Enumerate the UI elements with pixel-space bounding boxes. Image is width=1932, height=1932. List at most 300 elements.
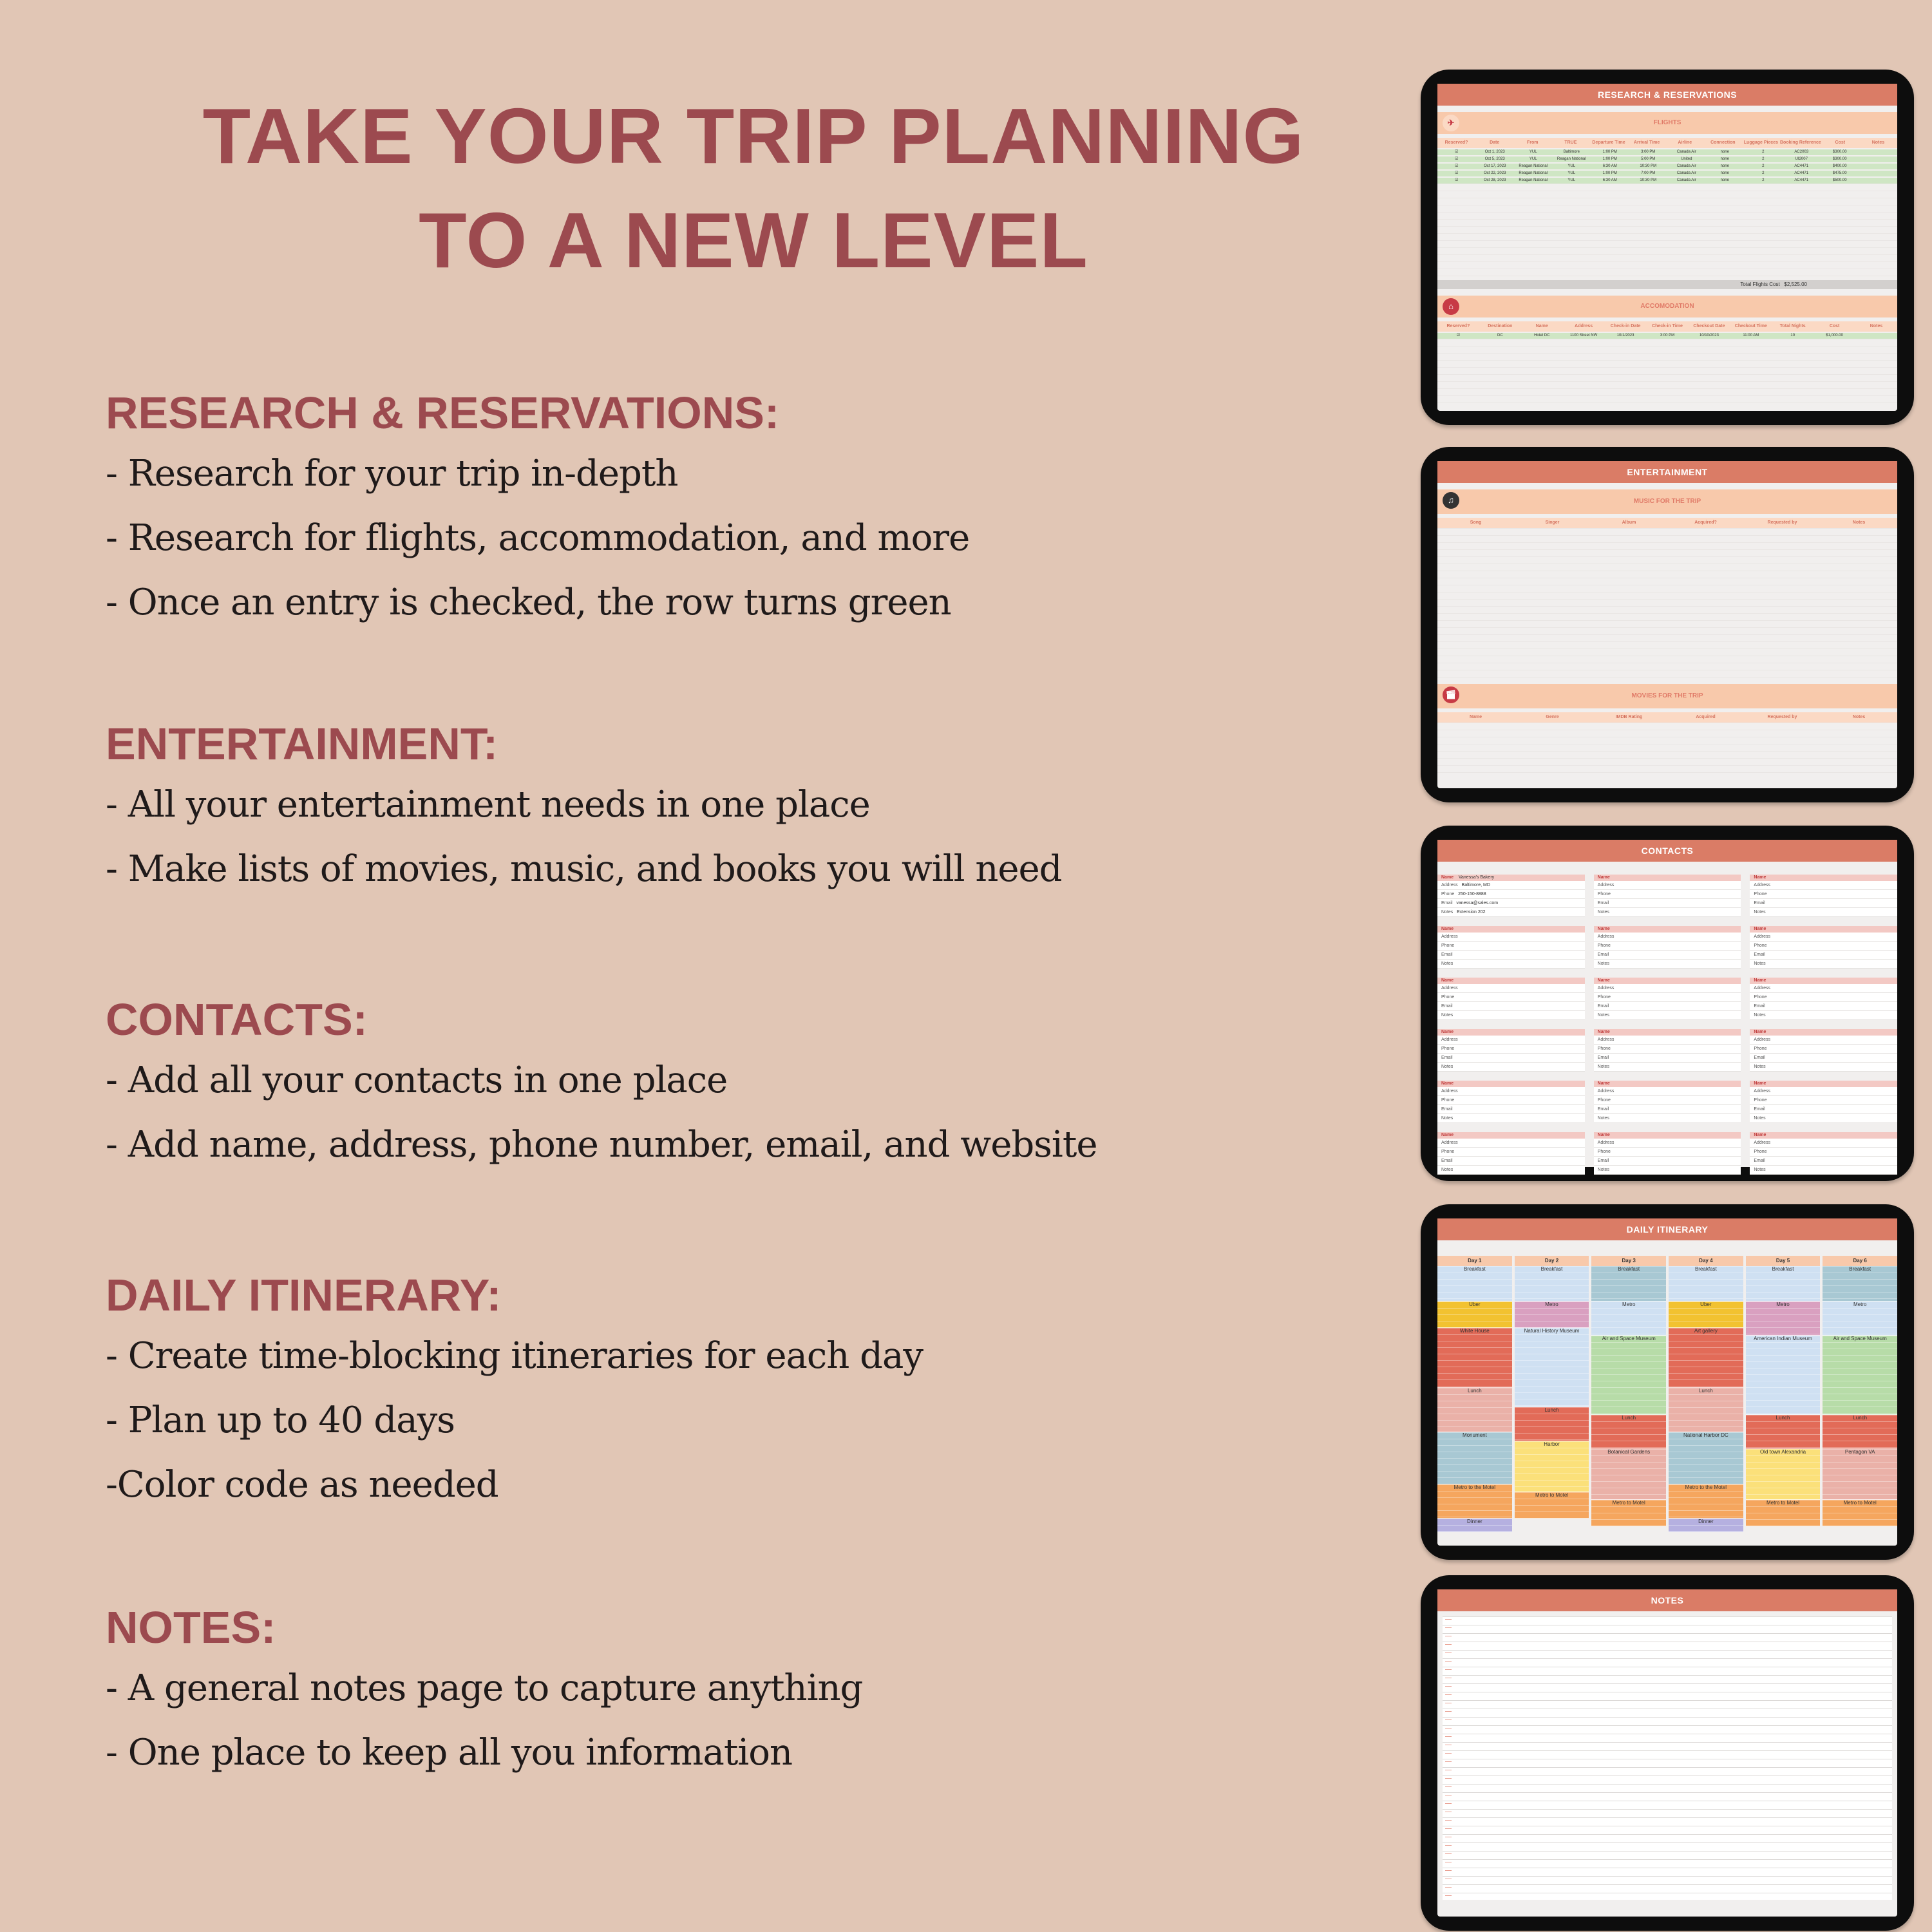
sheet-title: ENTERTAINMENT	[1437, 461, 1897, 483]
field-label: Phone	[1754, 892, 1767, 896]
contact-field[interactable]	[1750, 881, 1897, 890]
col-header: Date	[1490, 140, 1500, 145]
cell	[1855, 333, 1897, 339]
contact-card[interactable]	[1750, 1081, 1897, 1123]
contact-field[interactable]	[1594, 1036, 1741, 1045]
cell: Baltimore	[1563, 150, 1580, 154]
field-label: Email	[1441, 952, 1453, 957]
name-label: Name	[1754, 927, 1766, 931]
contact-field[interactable]	[1750, 1096, 1897, 1105]
day-header: Day 2	[1515, 1256, 1589, 1266]
name-label: Name	[1754, 1081, 1766, 1086]
music-column-header	[1437, 518, 1897, 528]
flight-row[interactable]	[1437, 164, 1897, 169]
total-value: $2,525.00	[1784, 281, 1807, 287]
name-label: Name	[1441, 1030, 1454, 1034]
contact-field[interactable]	[1750, 1002, 1897, 1011]
cell: UI2007	[1795, 157, 1808, 161]
contact-field[interactable]	[1594, 908, 1741, 917]
contact-field[interactable]	[1750, 1166, 1897, 1175]
field-label: Notes	[1441, 1013, 1454, 1018]
field-label: Phone	[1754, 1150, 1767, 1154]
contact-field[interactable]	[1750, 951, 1897, 960]
contact-field[interactable]	[1750, 984, 1897, 993]
itinerary-block[interactable]: National Harbor DC	[1669, 1432, 1743, 1484]
movies-rows	[1437, 723, 1897, 774]
col-header: Notes	[1852, 520, 1866, 525]
field-label: Address	[1597, 986, 1615, 990]
bullet: - Research for your trip in-depth	[106, 453, 678, 495]
contact-notes-value: Extension 202	[1457, 910, 1486, 914]
contact-field[interactable]	[1750, 908, 1897, 917]
flight-row[interactable]	[1437, 171, 1897, 176]
cell: AC2003	[1794, 150, 1809, 154]
cell	[1859, 171, 1898, 176]
col-header: Singer	[1545, 520, 1560, 525]
col-header: Address	[1575, 324, 1593, 328]
contact-field[interactable]	[1437, 984, 1585, 993]
day-column	[1823, 1256, 1897, 1583]
field-label: Notes	[1441, 1168, 1454, 1172]
contact-field[interactable]	[1437, 1002, 1585, 1011]
itinerary-block[interactable]: Breakfast	[1669, 1266, 1743, 1302]
contact-name-row[interactable]	[1437, 875, 1585, 881]
contact-field[interactable]	[1437, 1105, 1585, 1114]
cell: Reagan National	[1557, 157, 1586, 161]
contact-field[interactable]	[1594, 1096, 1741, 1105]
contact-name-row[interactable]	[1437, 1081, 1585, 1087]
contact-field[interactable]	[1750, 1105, 1897, 1114]
contact-card[interactable]	[1594, 1132, 1741, 1175]
contact-name-row[interactable]	[1750, 1081, 1897, 1087]
contact-field[interactable]	[1594, 890, 1741, 899]
cell: YUL	[1529, 150, 1537, 154]
name-label: Name	[1441, 1081, 1454, 1086]
field-label: Email	[1441, 1056, 1453, 1060]
contact-field[interactable]	[1594, 1139, 1741, 1148]
contact-name-row[interactable]	[1594, 926, 1741, 933]
itinerary-block[interactable]: Dinner	[1437, 1519, 1512, 1532]
field-label: Phone	[1441, 995, 1455, 999]
contact-field[interactable]	[1437, 1139, 1585, 1148]
field-label: Notes	[1597, 1065, 1609, 1069]
headline-line-1: TAKE YOUR TRIP PLANNING	[202, 92, 1305, 180]
field-label: Phone	[1441, 943, 1455, 948]
field-label: Email	[1441, 1159, 1453, 1163]
itinerary-block[interactable]: Metro	[1591, 1302, 1666, 1336]
contact-name-row[interactable]	[1750, 978, 1897, 984]
contact-field[interactable]	[1594, 984, 1741, 993]
flight-row[interactable]	[1437, 149, 1897, 155]
cell: 10	[1790, 334, 1795, 337]
airplane-icon: ✈	[1443, 115, 1459, 131]
contact-card[interactable]	[1750, 978, 1897, 1020]
contact-field[interactable]	[1437, 933, 1585, 942]
screen-research	[1437, 84, 1897, 411]
section-contacts	[106, 990, 1329, 1177]
cell: Canada Air	[1676, 150, 1696, 154]
contact-field[interactable]	[1750, 1114, 1897, 1123]
cell: $400.00	[1832, 164, 1847, 168]
contact-card[interactable]	[1437, 926, 1585, 969]
contact-field[interactable]	[1594, 933, 1741, 942]
itinerary-block[interactable]: Harbor	[1515, 1441, 1589, 1492]
contact-card[interactable]	[1594, 1081, 1741, 1123]
contact-field[interactable]	[1437, 1045, 1585, 1054]
itinerary-block[interactable]: Lunch	[1746, 1415, 1821, 1449]
itinerary-block[interactable]: Botanical Gardens	[1591, 1449, 1666, 1500]
cell: 10:30 PM	[1640, 178, 1657, 182]
cell: Oct 17, 2023	[1484, 164, 1506, 168]
itinerary-block[interactable]: Breakfast	[1746, 1266, 1821, 1302]
section-itinerary	[106, 1266, 1329, 1517]
contact-field[interactable]	[1750, 899, 1897, 908]
field-label: Phone	[1597, 943, 1611, 948]
day-header: Day 3	[1591, 1256, 1666, 1266]
tablet-entertainment	[1421, 447, 1914, 802]
bullet: - Add all your contacts in one place	[106, 1059, 728, 1101]
col-header: Album	[1622, 520, 1636, 525]
contact-phone[interactable]	[1437, 890, 1585, 899]
contact-email[interactable]	[1437, 899, 1585, 908]
contact-field[interactable]	[1594, 1045, 1741, 1054]
reserved-checkbox[interactable]: ☑	[1455, 178, 1459, 182]
field-label: Email	[1597, 1056, 1609, 1060]
cell: Reagan National	[1519, 178, 1548, 182]
field-label: Phone	[1441, 1098, 1455, 1103]
screen-contacts	[1437, 840, 1897, 1172]
col-header: Notes	[1852, 715, 1866, 719]
field-label: Address	[1441, 986, 1458, 990]
contact-card[interactable]	[1750, 875, 1897, 917]
itinerary-block[interactable]: Metro	[1823, 1302, 1897, 1336]
field-label: Notes	[1754, 1065, 1766, 1069]
itinerary-block[interactable]: Metro	[1746, 1302, 1821, 1336]
itinerary-block[interactable]: Metro to Motel	[1746, 1500, 1821, 1526]
field-label: Notes	[1754, 910, 1766, 914]
accommodation-row[interactable]	[1437, 333, 1897, 339]
contact-field[interactable]	[1437, 960, 1585, 969]
contact-card[interactable]	[1594, 926, 1741, 969]
field-label: Address	[1441, 1089, 1458, 1094]
itinerary-block[interactable]: Metro to the Motel	[1437, 1484, 1512, 1519]
col-header: Checkout Date	[1693, 324, 1725, 328]
itinerary-block[interactable]: Natural History Museum	[1515, 1328, 1589, 1407]
cell: Oct 22, 2023	[1484, 171, 1506, 175]
contact-address-value: Baltimore, MD	[1461, 883, 1490, 887]
contact-card[interactable]	[1750, 1029, 1897, 1072]
cell: YUL	[1567, 178, 1576, 182]
cell: 10:30 PM	[1640, 164, 1657, 168]
cell: AC4471	[1794, 171, 1809, 175]
field-label: Email	[1597, 1004, 1609, 1009]
contact-card[interactable]	[1594, 1029, 1741, 1072]
name-label: Name	[1754, 1133, 1766, 1137]
itinerary-block[interactable]: Air and Space Museum	[1591, 1336, 1666, 1415]
contact-name-row[interactable]	[1750, 1029, 1897, 1036]
contact-field[interactable]	[1750, 890, 1897, 899]
contact-name-row[interactable]	[1750, 926, 1897, 933]
flight-row[interactable]	[1437, 178, 1897, 184]
movies-label: MOVIES FOR THE TRIP	[1631, 692, 1703, 699]
field-label: Address	[1441, 1037, 1458, 1042]
day-column	[1515, 1256, 1589, 1583]
day-header: Day 6	[1823, 1256, 1897, 1266]
section-title: DAILY ITINERARY:	[106, 1270, 502, 1320]
reserved-checkbox[interactable]: ☑	[1455, 150, 1459, 154]
field-label: Phone	[1441, 1046, 1455, 1051]
field-label: Phone	[1754, 995, 1767, 999]
contact-name-row[interactable]	[1437, 1029, 1585, 1036]
contact-name-row[interactable]	[1750, 1132, 1897, 1139]
itinerary-block[interactable]: American Indian Museum	[1746, 1336, 1821, 1415]
contact-field[interactable]	[1594, 1054, 1741, 1063]
contact-field[interactable]	[1437, 993, 1585, 1002]
itinerary-block[interactable]: Uber	[1437, 1302, 1512, 1328]
contact-field[interactable]	[1750, 1054, 1897, 1063]
accommodation-band	[1437, 296, 1897, 317]
contact-field[interactable]	[1594, 1063, 1741, 1072]
contact-field[interactable]	[1750, 1087, 1897, 1096]
field-label: Phone	[1597, 1150, 1611, 1154]
field-label: Address	[1441, 934, 1458, 939]
contact-field[interactable]	[1437, 1011, 1585, 1020]
notes-area[interactable]	[1443, 1616, 1892, 1900]
cell: $475.00	[1832, 171, 1847, 175]
contact-field[interactable]	[1437, 1087, 1585, 1096]
field-label: Email	[1754, 1056, 1765, 1060]
contact-field[interactable]	[1750, 993, 1897, 1002]
itinerary-block[interactable]: Lunch	[1591, 1415, 1666, 1449]
col-header: Total Nights	[1779, 324, 1806, 328]
contact-field[interactable]	[1594, 1087, 1741, 1096]
contact-field[interactable]	[1750, 1139, 1897, 1148]
contact-field[interactable]	[1437, 1063, 1585, 1072]
sheet-title: CONTACTS	[1437, 840, 1897, 862]
contact-card[interactable]	[1437, 1132, 1585, 1175]
itinerary-block[interactable]: Breakfast	[1515, 1266, 1589, 1302]
contact-address[interactable]	[1437, 881, 1585, 890]
contact-name-row[interactable]	[1750, 875, 1897, 881]
cell: Reagan National	[1519, 171, 1548, 175]
contact-field[interactable]	[1750, 960, 1897, 969]
contact-field[interactable]	[1594, 960, 1741, 969]
screen-itinerary	[1437, 1218, 1897, 1546]
contact-card[interactable]	[1437, 875, 1585, 917]
contact-card[interactable]	[1594, 875, 1741, 917]
itinerary-block[interactable]: Lunch	[1669, 1388, 1743, 1432]
contact-card[interactable]	[1750, 926, 1897, 969]
contact-field[interactable]	[1437, 1114, 1585, 1123]
cell: $500.00	[1832, 178, 1847, 182]
contact-name-row[interactable]	[1437, 978, 1585, 984]
day-header: Day 5	[1746, 1256, 1821, 1266]
contact-field[interactable]	[1594, 1114, 1741, 1123]
contact-card[interactable]	[1750, 1132, 1897, 1175]
contact-field[interactable]	[1750, 1063, 1897, 1072]
field-label: Phone	[1754, 1098, 1767, 1103]
contact-field[interactable]	[1594, 881, 1741, 890]
itinerary-block[interactable]: Metro to Motel	[1823, 1500, 1897, 1526]
col-header: Acquired	[1696, 715, 1716, 719]
tablet-research	[1421, 70, 1914, 425]
itinerary-block[interactable]: Old town Alexandria	[1746, 1449, 1821, 1500]
name-label: Name	[1597, 1081, 1610, 1086]
cell: 7:00 PM	[1641, 171, 1656, 175]
col-header: Song	[1470, 520, 1482, 525]
cell: $300.00	[1832, 150, 1847, 154]
itinerary-block[interactable]: Uber	[1669, 1302, 1743, 1328]
contact-field[interactable]	[1594, 942, 1741, 951]
contact-name-row[interactable]	[1594, 1132, 1741, 1139]
contact-card[interactable]	[1437, 1029, 1585, 1072]
contact-field[interactable]	[1437, 1036, 1585, 1045]
contact-field[interactable]	[1437, 1166, 1585, 1175]
contact-name-row[interactable]	[1594, 978, 1741, 984]
notes-checkboxes[interactable]	[1445, 1619, 1452, 1896]
contact-field[interactable]	[1594, 899, 1741, 908]
itinerary-block[interactable]: Metro to Motel	[1591, 1500, 1666, 1526]
contact-field[interactable]	[1750, 1045, 1897, 1054]
hotel-icon: ⌂	[1443, 298, 1459, 315]
col-header: IMDB Rating	[1615, 715, 1643, 719]
cell: Oct 28, 2023	[1484, 178, 1506, 182]
cell: AC4471	[1794, 178, 1809, 182]
cell: 2	[1762, 178, 1765, 182]
contact-field[interactable]	[1594, 1157, 1741, 1166]
contact-field[interactable]	[1750, 1011, 1897, 1020]
itinerary-block[interactable]: Breakfast	[1823, 1266, 1897, 1302]
contact-field[interactable]	[1594, 993, 1741, 1002]
field-label: Email	[1597, 1107, 1609, 1112]
col-header: Luggage Pieces	[1743, 140, 1779, 145]
name-label: Name	[1754, 978, 1766, 983]
itinerary-block[interactable]: Air and Space Museum	[1823, 1336, 1897, 1415]
contact-notes[interactable]	[1437, 908, 1585, 917]
field-label: Address	[1754, 934, 1771, 939]
col-header: Cost	[1835, 140, 1846, 145]
contact-name-row[interactable]	[1594, 1081, 1741, 1087]
cell: Canada Air	[1676, 171, 1696, 175]
bullet: - Create time-blocking itineraries for each day	[106, 1335, 923, 1377]
contact-field[interactable]	[1437, 1157, 1585, 1166]
cell: AC4471	[1794, 164, 1809, 168]
field-label: Address	[1441, 1141, 1458, 1145]
itinerary-block[interactable]: Lunch	[1437, 1388, 1512, 1432]
total-label: Total Flights Cost	[1740, 281, 1780, 287]
contact-field[interactable]	[1437, 1096, 1585, 1105]
flights-table	[1437, 149, 1897, 184]
cell: 10/10/2023	[1699, 334, 1719, 337]
contact-field[interactable]	[1750, 1148, 1897, 1157]
cell: 2	[1762, 164, 1765, 168]
contact-name-row[interactable]	[1437, 1132, 1585, 1139]
contact-card[interactable]	[1594, 978, 1741, 1020]
field-label: Email	[1754, 952, 1765, 957]
itinerary-block[interactable]: Metro	[1515, 1302, 1589, 1328]
music-rows	[1437, 528, 1897, 677]
day-column	[1746, 1256, 1821, 1583]
cell: 2	[1762, 157, 1765, 161]
cell: 2	[1762, 150, 1765, 154]
field-label: Address	[1597, 1089, 1615, 1094]
itinerary-block[interactable]: Dinner	[1669, 1519, 1743, 1532]
cell: 6:30 AM	[1602, 178, 1617, 182]
bullet: - All your entertainment needs in one place	[106, 784, 870, 826]
itinerary-block[interactable]: Lunch	[1823, 1415, 1897, 1449]
music-label: MUSIC FOR THE TRIP	[1633, 498, 1701, 505]
col-header: Checkout Time	[1734, 324, 1767, 328]
cell: Reagan National	[1519, 164, 1548, 168]
itinerary-block[interactable]: Lunch	[1515, 1407, 1589, 1441]
contact-name-row[interactable]	[1594, 1029, 1741, 1036]
itinerary-block[interactable]: Metro to the Motel	[1669, 1484, 1743, 1519]
col-header: Destination	[1488, 324, 1513, 328]
contact-field[interactable]	[1594, 1166, 1741, 1175]
cell: Oct 1, 2023	[1484, 150, 1505, 154]
itinerary-block[interactable]: Breakfast	[1437, 1266, 1512, 1302]
contact-card[interactable]	[1437, 1081, 1585, 1123]
contact-field[interactable]	[1437, 942, 1585, 951]
contact-field[interactable]	[1750, 933, 1897, 942]
col-header: Name	[1469, 715, 1482, 719]
bullet: - Add name, address, phone number, email, and website	[106, 1124, 1097, 1166]
contact-field[interactable]	[1594, 1011, 1741, 1020]
reserved-checkbox[interactable]: ☑	[1455, 164, 1459, 168]
bullet: - Plan up to 40 days	[106, 1399, 455, 1441]
contact-field[interactable]	[1594, 1105, 1741, 1114]
col-header: Cost	[1829, 324, 1840, 328]
name-label: Name	[1597, 1030, 1610, 1034]
contact-field[interactable]	[1437, 1054, 1585, 1063]
contact-card[interactable]	[1437, 978, 1585, 1020]
contact-field[interactable]	[1750, 1036, 1897, 1045]
itinerary-block[interactable]: Metro to Motel	[1515, 1492, 1589, 1519]
contact-field[interactable]	[1594, 1148, 1741, 1157]
reserved-checkbox[interactable]: ☑	[1455, 157, 1459, 161]
cell: Canada Air	[1676, 178, 1696, 182]
contact-field[interactable]	[1437, 1148, 1585, 1157]
itinerary-block[interactable]: Monument	[1437, 1432, 1512, 1484]
field-label: Address	[1754, 883, 1771, 887]
music-note-icon: ♫	[1443, 492, 1459, 509]
field-label: Phone	[1754, 943, 1767, 948]
field-label: Address	[1597, 883, 1615, 887]
reserved-checkbox[interactable]: ☑	[1455, 171, 1459, 175]
itinerary-block[interactable]: Pentagon VA	[1823, 1449, 1897, 1500]
field-label: Phone	[1597, 1046, 1611, 1051]
contact-field[interactable]	[1750, 1157, 1897, 1166]
contact-name[interactable]: Vanessa's Bakery	[1458, 875, 1495, 880]
col-header: Genre	[1546, 715, 1559, 719]
itinerary-block[interactable]: White House	[1437, 1328, 1512, 1388]
field-label: Email	[1441, 901, 1453, 905]
contact-field[interactable]	[1594, 1002, 1741, 1011]
flight-row[interactable]	[1437, 156, 1897, 162]
itinerary-block[interactable]: Art gallery	[1669, 1328, 1743, 1388]
field-label: Address	[1441, 883, 1458, 887]
name-label: Name	[1597, 927, 1610, 931]
cell: $300.00	[1832, 157, 1847, 161]
contact-field[interactable]	[1594, 951, 1741, 960]
contact-name-row[interactable]	[1437, 926, 1585, 933]
field-label: Notes	[1441, 1065, 1454, 1069]
cell[interactable]: ☑	[1456, 334, 1461, 337]
contact-field[interactable]	[1437, 951, 1585, 960]
contact-name-row[interactable]	[1594, 875, 1741, 881]
itinerary-block[interactable]: Breakfast	[1591, 1266, 1666, 1302]
contact-field[interactable]	[1750, 942, 1897, 951]
